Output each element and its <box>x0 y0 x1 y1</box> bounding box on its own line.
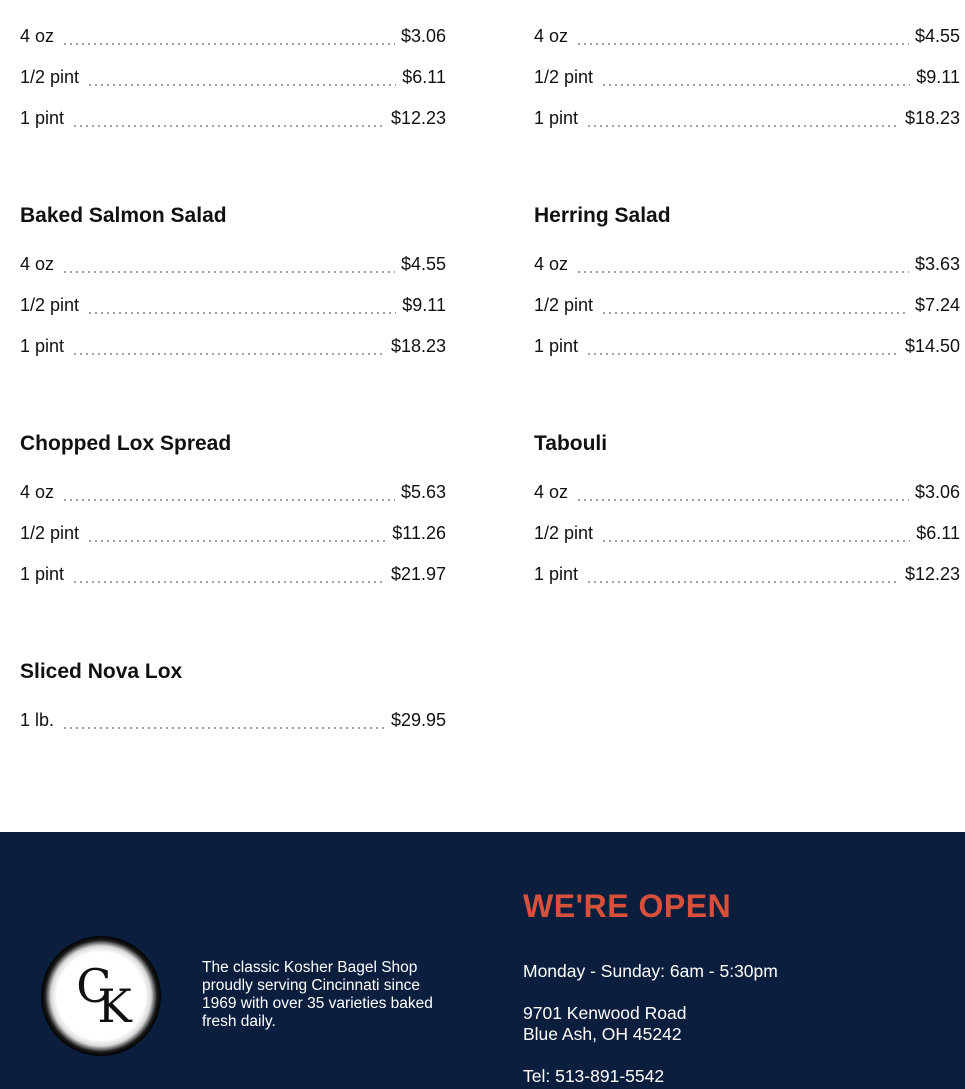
price-row <box>20 563 446 585</box>
dot-leader <box>72 353 385 355</box>
dot-leader <box>62 43 395 45</box>
dot-leader <box>62 727 385 729</box>
price-row <box>20 107 446 129</box>
price-row <box>534 253 960 275</box>
dot-leader <box>87 540 386 542</box>
price-row <box>534 522 960 544</box>
price-label: $29.95 <box>390 710 446 730</box>
menu-item-title: Tabouli <box>534 432 608 455</box>
size-label: 1/2 pint <box>534 295 594 315</box>
price-row <box>20 522 446 544</box>
price-row <box>534 335 960 357</box>
price-label: $11.26 <box>392 523 446 543</box>
dot-leader <box>576 271 909 273</box>
price-row <box>534 66 960 88</box>
menu-item-title: Baked Salmon Salad <box>20 204 227 227</box>
size-label: 1 lb. <box>20 710 55 730</box>
size-label: 4 oz <box>534 254 569 274</box>
address-line-1: 9701 Kenwood Road <box>523 1003 687 1023</box>
price-row <box>20 709 446 731</box>
size-label: 4 oz <box>534 26 569 46</box>
size-label: 4 oz <box>20 482 55 502</box>
size-label: 1 pint <box>534 564 579 584</box>
size-label: 1 pint <box>20 336 65 356</box>
size-label: 1/2 pint <box>20 295 80 315</box>
price-label: $4.55 <box>914 26 960 46</box>
phone-link[interactable]: Tel: 513-891-5542 <box>523 1066 665 1086</box>
size-label: 1/2 pint <box>534 523 594 543</box>
dot-leader <box>586 125 899 127</box>
price-row <box>20 294 446 316</box>
price-label: $18.23 <box>904 108 960 128</box>
dot-leader <box>601 540 910 542</box>
address-line-2: Blue Ash, OH 45242 <box>523 1024 682 1044</box>
price-row <box>20 25 446 47</box>
price-label: $6.11 <box>916 523 960 543</box>
price-label: $3.63 <box>914 254 960 274</box>
price-label: $9.11 <box>402 295 446 315</box>
price-row <box>20 66 446 88</box>
price-label: $5.63 <box>400 482 446 502</box>
price-label: $3.06 <box>914 482 960 502</box>
price-label: $21.97 <box>390 564 446 584</box>
price-row <box>20 481 446 503</box>
price-label: $9.11 <box>916 67 960 87</box>
dot-leader <box>72 125 385 127</box>
size-label: 1/2 pint <box>534 67 594 87</box>
price-row <box>534 25 960 47</box>
size-label: 1 pint <box>534 336 579 356</box>
dot-leader <box>576 43 909 45</box>
dot-leader <box>601 312 909 314</box>
price-label: $4.55 <box>400 254 446 274</box>
menu-item-title: Sliced Nova Lox <box>20 660 183 683</box>
size-label: 1 pint <box>20 564 65 584</box>
price-label: $7.24 <box>914 295 960 315</box>
open-hours-heading: WE'RE OPEN <box>523 888 732 924</box>
dot-leader <box>72 581 385 583</box>
size-label: 1 pint <box>20 108 65 128</box>
price-label: $6.11 <box>402 67 446 87</box>
dot-leader <box>62 271 395 273</box>
size-label: 1/2 pint <box>20 67 80 87</box>
size-label: 4 oz <box>20 26 55 46</box>
menu-item-title: Herring Salad <box>534 204 671 227</box>
hours-text: Monday - Sunday: 6am - 5:30pm <box>523 961 778 981</box>
dot-leader <box>576 499 909 501</box>
price-label: $3.06 <box>400 26 446 46</box>
site-footer <box>0 832 965 1089</box>
price-label: $12.23 <box>390 108 446 128</box>
dot-leader <box>586 353 899 355</box>
price-row <box>534 294 960 316</box>
price-row <box>20 253 446 275</box>
dot-leader <box>62 499 395 501</box>
price-label: $18.23 <box>390 336 446 356</box>
price-label: $12.23 <box>904 564 960 584</box>
shop-tagline: The classic Kosher Bagel Shop proudly serving Cincinnati since 1969 with over 35 varieties baked fresh daily. <box>202 959 433 1030</box>
size-label: 4 oz <box>20 254 55 274</box>
size-label: 1 pint <box>534 108 579 128</box>
dot-leader <box>87 84 396 86</box>
price-label: $14.50 <box>904 336 960 356</box>
ck-logo-icon[interactable] <box>41 936 161 1056</box>
logo-monogram: C K <box>76 959 126 1033</box>
menu-item-title: Chopped Lox Spread <box>20 432 232 455</box>
dot-leader <box>586 581 899 583</box>
dot-leader <box>601 84 910 86</box>
price-row <box>534 481 960 503</box>
dot-leader <box>87 312 396 314</box>
size-label: 1/2 pint <box>20 523 80 543</box>
price-row <box>534 563 960 585</box>
size-label: 4 oz <box>534 482 569 502</box>
price-row <box>534 107 960 129</box>
price-row <box>20 335 446 357</box>
